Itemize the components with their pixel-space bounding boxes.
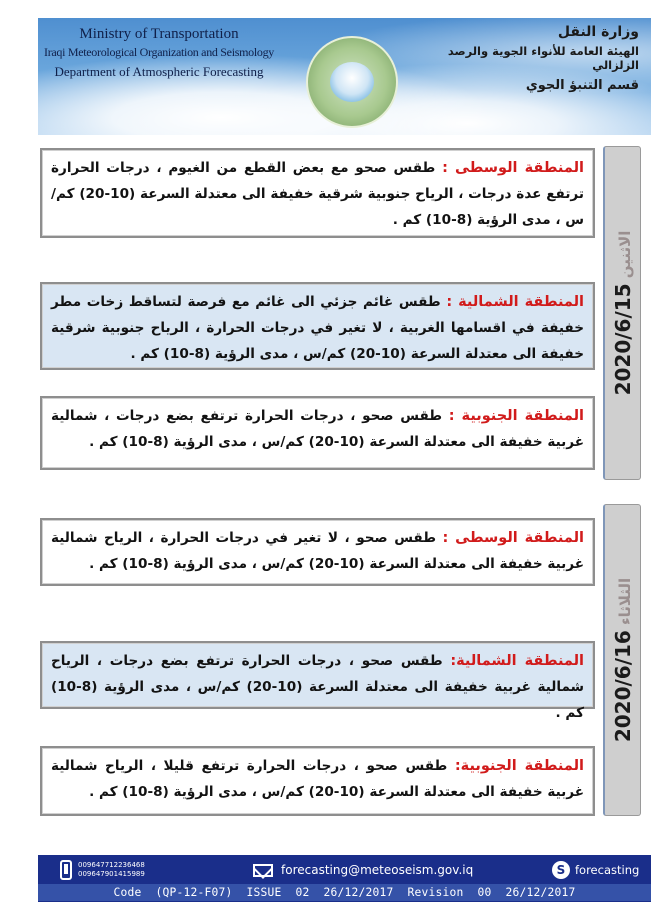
document-code-line: Code (QP-12-F07) ISSUE 02 26/12/2017 Revision 00 26/12/2017: [38, 884, 651, 901]
footer-contacts: [38, 855, 651, 883]
forecast-south-day2: [40, 746, 595, 816]
forecast-north-day1: [40, 282, 595, 370]
forecast-text: طقس صحو ، درجات الحرارة ترتفع بضع درجات ، شمالية غربية خفيفة الى معتدلة السرعة (10-20) كم/س ، مدى الرؤية (8-10) كم .: [51, 408, 584, 450]
skype-handle[interactable]: forecasting: [575, 863, 640, 877]
region-label: المنطقة الشمالية:: [450, 653, 584, 669]
day-bar-tuesday: [603, 504, 641, 816]
forecast-text: طقس صحو ، لا تغير في درجات الحرارة ، الرياح شمالية غربية خفيفة الى معتدلة السرعة (10-20) كم/س ، مدى الرؤية (8-10) كم .: [51, 530, 584, 572]
email-address[interactable]: forecasting@meteoseism.gov.iq: [281, 863, 474, 877]
forecast-text: طقس صحو ، درجات الحرارة ترتفع قليلا ، الرياح شمالية غربية خفيفة الى معتدلة السرعة (10-20) كم/س ، مدى الرؤية (8-10) كم .: [51, 758, 584, 800]
department-name-ar: قسم التنبؤ الجوي: [525, 78, 639, 93]
organization-name-en: Iraqi Meteorological Organization and Seismology: [44, 45, 274, 59]
day-date: 2020/6/15: [610, 283, 635, 396]
forecast-text: طقس غائم جزئي الى غائم مع فرصة لتساقط زخات مطر خفيفة في اقسامها الغربية ، لا تغير في درجات الحرارة ، الرياح جنوبية شرقية خفيفة الى معتدلة السرعة (10-20) كم/س ، مدى الرؤية (8-10) كم .: [51, 294, 584, 362]
forecast-south-day1: [40, 396, 595, 470]
ministry-name-ar: وزارة النقل: [557, 24, 639, 40]
department-name-en: Department of Atmospheric Forecasting: [54, 64, 264, 79]
day-name: الثلاثاء: [615, 577, 634, 626]
organization-name-ar: الهيئة العامة للأنواء الجوية والرصد الزلزالي: [447, 44, 639, 72]
day-date: 2020/6/16: [610, 630, 635, 743]
skype-icon: S: [552, 861, 570, 879]
region-label: المنطقة الشمالية :: [446, 294, 584, 310]
phone-number-2: 009647901415989: [78, 870, 145, 878]
organization-logo: [306, 36, 398, 128]
header-banner: [38, 18, 651, 135]
footer: [38, 855, 651, 902]
day-bar-monday: [603, 146, 641, 480]
forecast-north-day2: [40, 641, 595, 721]
forecast-text: طقس صحو مع بعض القطع من الغيوم ، درجات الحرارة ترتفع عدة درجات ، الرياح جنوبية شرقية خفيفة الى معتدلة السرعة (10-20) كم/س ، مدى الرؤية (8-10) كم .: [51, 160, 584, 228]
header-english: [44, 26, 274, 80]
ministry-name-en: Ministry of Transportation: [79, 26, 239, 42]
region-label: المنطقة الوسطى :: [442, 160, 584, 176]
phone-numbers: [78, 861, 145, 879]
header-arabic: [429, 24, 639, 93]
day-label-tuesday: [611, 578, 635, 742]
logo-sun-cloud-icon: [330, 62, 374, 102]
forecast-central-day2: [40, 518, 595, 586]
phone-number-1: 009647712236468: [78, 861, 145, 869]
mail-icon: [253, 864, 273, 877]
region-label: المنطقة الجنوبية :: [448, 408, 584, 424]
region-label: المنطقة الجنوبية:: [454, 758, 584, 774]
day-label-monday: [611, 231, 635, 396]
forecast-text: طقس صحو ، درجات الحرارة ترتفع بضع درجات ، الرياح شمالية غربية خفيفة الى معتدلة السرعة (10-20) كم/س ، مدى الرؤية (8-10) كم .: [51, 653, 584, 721]
phone-icon: [60, 860, 72, 880]
region-label: المنطقة الوسطى :: [442, 530, 584, 546]
forecast-central-day1: [40, 148, 595, 238]
day-name: الاثنين: [615, 230, 634, 279]
